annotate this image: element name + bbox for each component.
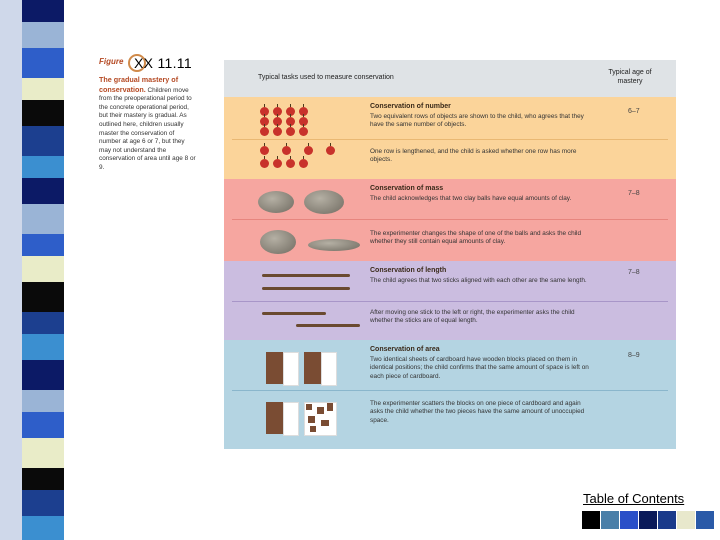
caption-text: Children move from the preoperational period to the concrete operational period, but their mastery is gradual. As outlined here, children usually master the conservation of number at age 6 or 7, but they may not understand the conservation of area until age 8 or 9. — [99, 86, 196, 171]
section-text-1: The child acknowledges that two clay balls have equal amounts of clay. — [370, 195, 572, 202]
section-text-1: The child agrees that two sticks aligned with each other are the same length. — [370, 277, 587, 284]
section-text-2: After moving one stick to the left or right, the experimenter asks the child whether the sticks are of equal length. — [370, 309, 575, 325]
scattered-block — [327, 403, 333, 411]
section-divider — [232, 301, 668, 302]
caption-title: The gradual mastery of conservation. — [99, 75, 179, 94]
figure-label: XX 11.11 — [134, 55, 192, 71]
apple-icon — [273, 159, 282, 168]
strip-block — [22, 468, 64, 490]
section-area — [224, 340, 676, 449]
scattered-block — [317, 407, 324, 414]
strip-block — [22, 234, 64, 256]
scattered-block — [308, 416, 315, 423]
strip-block — [22, 360, 64, 390]
strip-block — [22, 204, 64, 234]
apple-icon — [299, 159, 308, 168]
strip-block — [22, 100, 64, 126]
color-swatch — [696, 511, 714, 529]
apple-icon — [326, 146, 335, 155]
strip-block — [22, 516, 64, 540]
strip-block — [22, 334, 64, 360]
figure-caption — [99, 76, 197, 173]
header-tasks: Typical tasks used to measure conservation — [258, 74, 394, 81]
apple-icon — [260, 146, 269, 155]
clay-ball-3 — [260, 230, 296, 254]
section-number — [224, 97, 676, 179]
scattered-block — [310, 426, 316, 432]
apple-icon — [282, 146, 291, 155]
section-age: 7–8 — [628, 190, 640, 197]
strip-block — [22, 438, 64, 468]
stick-1 — [262, 274, 350, 277]
apple-icon — [286, 127, 295, 136]
section-age: 7–8 — [628, 269, 640, 276]
table-of-contents-link[interactable]: Table of Contents — [583, 491, 685, 506]
section-title: Conservation of number — [370, 103, 451, 110]
strip-block — [22, 48, 64, 78]
cardboard-3-space — [283, 402, 299, 436]
strip-block — [22, 22, 64, 48]
color-swatch — [601, 511, 619, 529]
color-swatch — [582, 511, 600, 529]
strip-block — [22, 312, 64, 334]
section-mass — [224, 179, 676, 261]
apple-icon — [286, 159, 295, 168]
strip-block — [22, 282, 64, 312]
apple-icon — [260, 127, 269, 136]
strip-block — [22, 78, 64, 100]
color-swatch — [677, 511, 695, 529]
cardboard-1-space — [283, 352, 299, 386]
section-title: Conservation of length — [370, 267, 447, 274]
stick-4 — [296, 324, 360, 327]
strip-block — [22, 0, 64, 22]
section-text-2: The experimenter changes the shape of one of the balls and asks the child whether they still contain equal amounts of clay. — [370, 230, 582, 246]
scattered-block — [321, 420, 329, 426]
apple-icon — [260, 159, 269, 168]
section-divider — [232, 219, 668, 220]
section-age: 6–7 — [628, 108, 640, 115]
apple-icon — [299, 127, 308, 136]
clay-ball-1 — [258, 191, 294, 213]
section-title: Conservation of area — [370, 346, 440, 353]
color-swatch — [620, 511, 638, 529]
section-divider — [232, 139, 668, 140]
apple-icon — [304, 146, 313, 155]
strip-block — [22, 490, 64, 516]
strip-background — [0, 0, 22, 540]
header-age: Typical age of mastery — [608, 69, 652, 85]
color-swatch — [658, 511, 676, 529]
section-text-1: Two identical sheets of cardboard have wooden blocks placed on them in identical positions; the child confirms that the same amount of space is left on each piece of cardboard. — [370, 356, 589, 380]
stick-3 — [262, 312, 326, 315]
apple-icon — [273, 127, 282, 136]
section-text-2: The experimenter scatters the blocks on one piece of cardboard and again asks the child whether the two pieces have the same amount of unoccupied space. — [370, 400, 585, 424]
clay-ball-2 — [304, 190, 344, 214]
conservation-table — [224, 60, 676, 449]
section-age: 8–9 — [628, 352, 640, 359]
decorative-side-strip — [0, 0, 64, 540]
section-divider — [232, 390, 668, 391]
section-text-1: Two equivalent rows of objects are shown to the child, who agrees that they have the same number of objects. — [370, 113, 584, 129]
cardboard-3 — [266, 402, 283, 434]
strip-block — [22, 126, 64, 156]
stick-2 — [262, 287, 350, 290]
strip-block — [22, 178, 64, 204]
strip-block — [22, 412, 64, 438]
strip-block — [22, 256, 64, 282]
strip-block — [22, 156, 64, 178]
cardboard-1 — [266, 352, 283, 384]
clay-flattened — [308, 239, 360, 251]
table-header — [224, 60, 676, 97]
section-length — [224, 261, 676, 340]
cardboard-2-space — [321, 352, 337, 386]
color-swatch — [639, 511, 657, 529]
section-title: Conservation of mass — [370, 185, 444, 192]
strip-block — [22, 390, 64, 412]
figure-prefix: Figure — [99, 57, 124, 66]
scattered-block — [306, 404, 312, 410]
cardboard-2 — [304, 352, 321, 384]
section-text-2: One row is lengthened, and the child is asked whether one row has more objects. — [370, 148, 577, 164]
